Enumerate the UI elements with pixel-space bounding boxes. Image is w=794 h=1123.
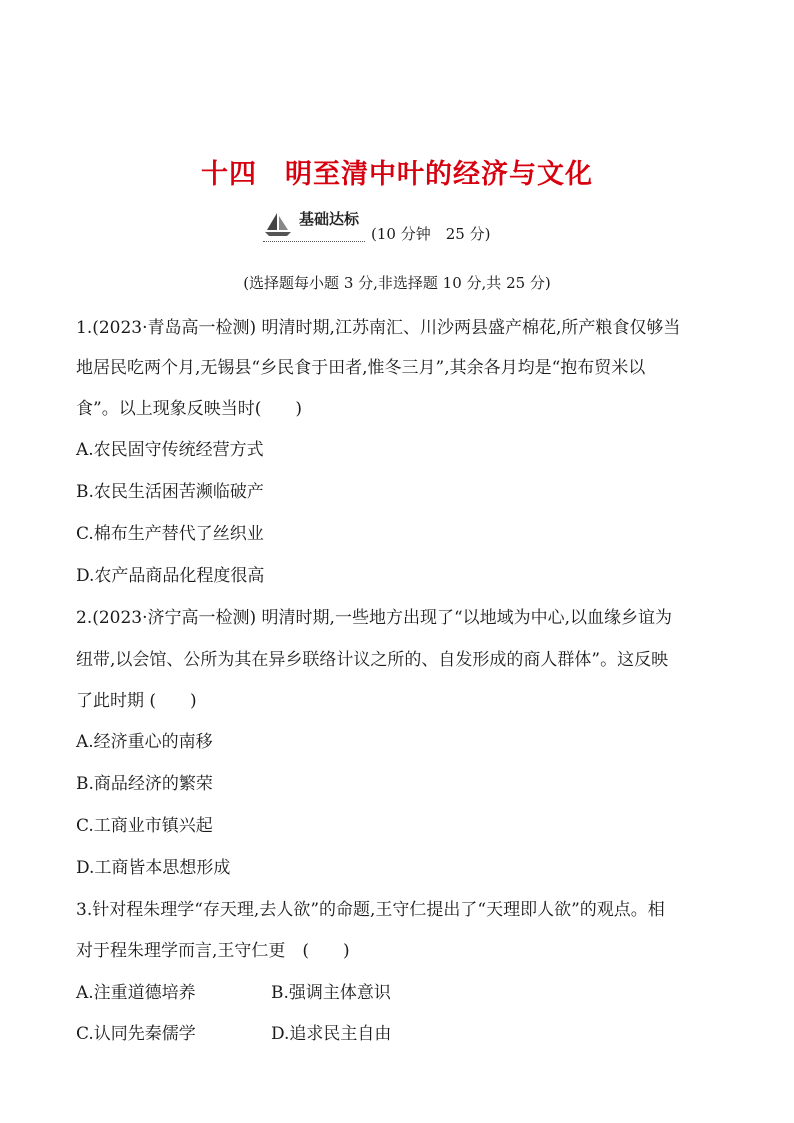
question-1-option-c: C.棉布生产替代了丝织业 — [76, 524, 264, 544]
question-2-line-1: 2.(2023·济宁高一检测) 明清时期,一些地方出现了“以地域为中心,以血缘乡谊为 — [76, 608, 673, 628]
page-title: 十四 明至清中叶的经济与文化 — [201, 159, 593, 190]
question-3-option-a: A.注重道德培养 — [76, 983, 196, 1003]
question-1-option-a: A.农民固守传统经营方式 — [76, 440, 264, 460]
question-2-option-b: B.商品经济的繁荣 — [76, 774, 213, 794]
question-2-line-3: 了此时期 ( ) — [76, 691, 197, 711]
question-3-options-row-1 — [76, 981, 726, 1005]
section-badge-label: 基础达标 — [299, 210, 360, 228]
scoring-note: (选择题每小题 3 分,非选择题 10 分,共 25 分) — [243, 274, 551, 292]
question-1-line-1: 1.(2023·青岛高一检测) 明清时期,江苏南汇、川沙两县盛产棉花,所产粮食仅够当 — [76, 318, 681, 338]
question-3-line-2: 对于程朱理学而言,王守仁更 ( ) — [76, 941, 350, 961]
question-2-line-2: 纽带,以会馆、公所为其在异乡联络计议之所的、自发形成的商人群体”。这反映 — [76, 650, 669, 670]
question-3-line-1: 3.针对程朱理学“存天理,去人欲”的命题,王守仁提出了“天理即人欲”的观点。相 — [76, 900, 665, 920]
question-3-option-c: C.认同先秦儒学 — [76, 1024, 196, 1044]
question-1-option-b: B.农民生活困苦濒临破产 — [76, 482, 264, 502]
question-1-line-3: 食”。以上现象反映当时( ) — [76, 399, 302, 419]
question-2-option-d: D.工商皆本思想形成 — [76, 858, 231, 878]
time-score-info: (10 分钟 25 分) — [371, 225, 491, 243]
sailboat-icon — [263, 211, 293, 237]
question-3-option-b: B.强调主体意识 — [271, 983, 391, 1003]
question-1-line-2: 地居民吃两个月,无锡县“乡民食于田者,惟冬三月”,其余各月均是“抱布贸米以 — [76, 358, 646, 378]
section-header — [263, 212, 490, 242]
question-1-option-d: D.农产品商品化程度很高 — [76, 566, 265, 586]
question-2-option-c: C.工商业市镇兴起 — [76, 816, 213, 836]
question-3-option-d: D.追求民主自由 — [271, 1024, 392, 1044]
section-badge — [263, 208, 365, 242]
question-3-options-row-2 — [76, 1022, 726, 1046]
question-2-option-a: A.经济重心的南移 — [76, 732, 213, 752]
